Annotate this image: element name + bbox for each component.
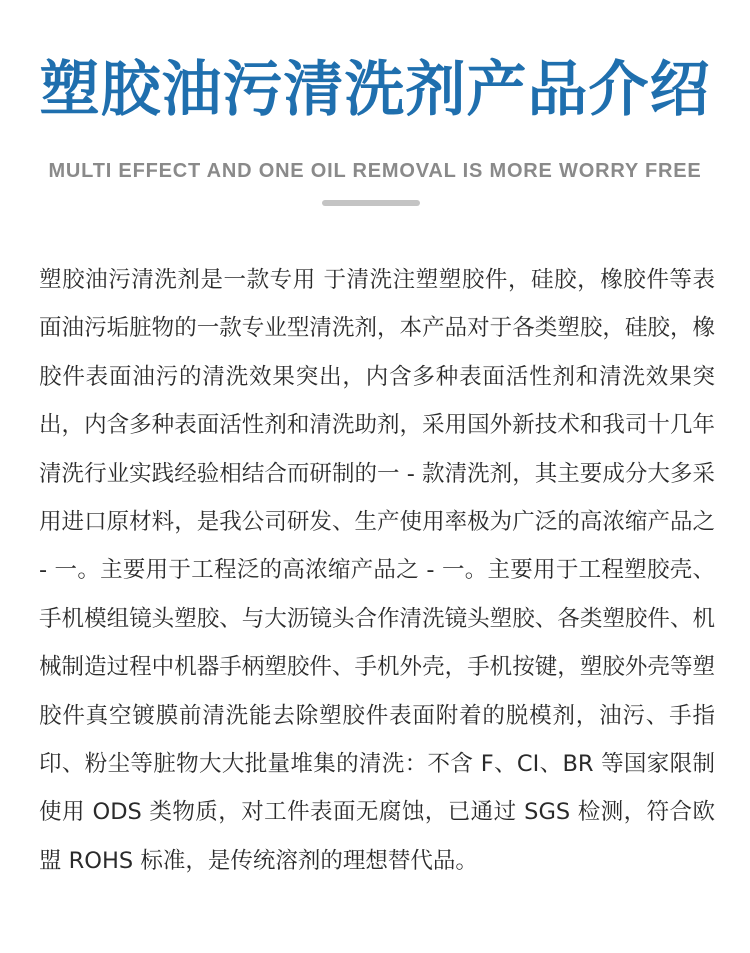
page-title: 塑胶油污清洗剂产品介绍	[39, 55, 711, 125]
page-subtitle: MULTI EFFECT AND ONE OIL REMOVAL IS MORE WORRY FREE	[48, 160, 702, 182]
product-description: 塑胶油污清洗剂是一款专用 于清洗注塑塑胶件，硅胶，橡胶件等表面油污垢脏物的一款专业型清洗剂，本产品对于各类塑胶，硅胶，橡胶件表面油污的清洗效果突出，内含多种表面活性剂和清洗效果突出，内含多种表面活性剂和清洗助剂，采用国外新技术和我司十几年清洗行业实践经验相结合而研制的一 - 款清洗剂，其主要成分大多采用进口原材料，是我公司研发、生产使用率极为广泛的高浓缩产品之 - 一。主要用于工程泛的高浓缩产品之 - 一。主要用于工程塑胶壳、手机模组镜头塑胶、与大沥镜头合作清洗镜头塑胶、各类塑胶件、机械制造过程中机器手柄塑胶件、手机外壳，手机按键，塑胶外壳等塑胶件真空镀膜前清洗能去除塑胶件表面附着的脱模剂，油污、手指印、粉尘等脏物大大批量堆集的清洗：不含 F、CI、BR 等国家限制使用 ODS 类物质，对工件表面无腐蚀，已通过 SGS 检测，符合欧盟 ROHS 标准，是传统溶剂的理想替代品。	[39, 267, 715, 874]
title-divider	[322, 200, 420, 206]
